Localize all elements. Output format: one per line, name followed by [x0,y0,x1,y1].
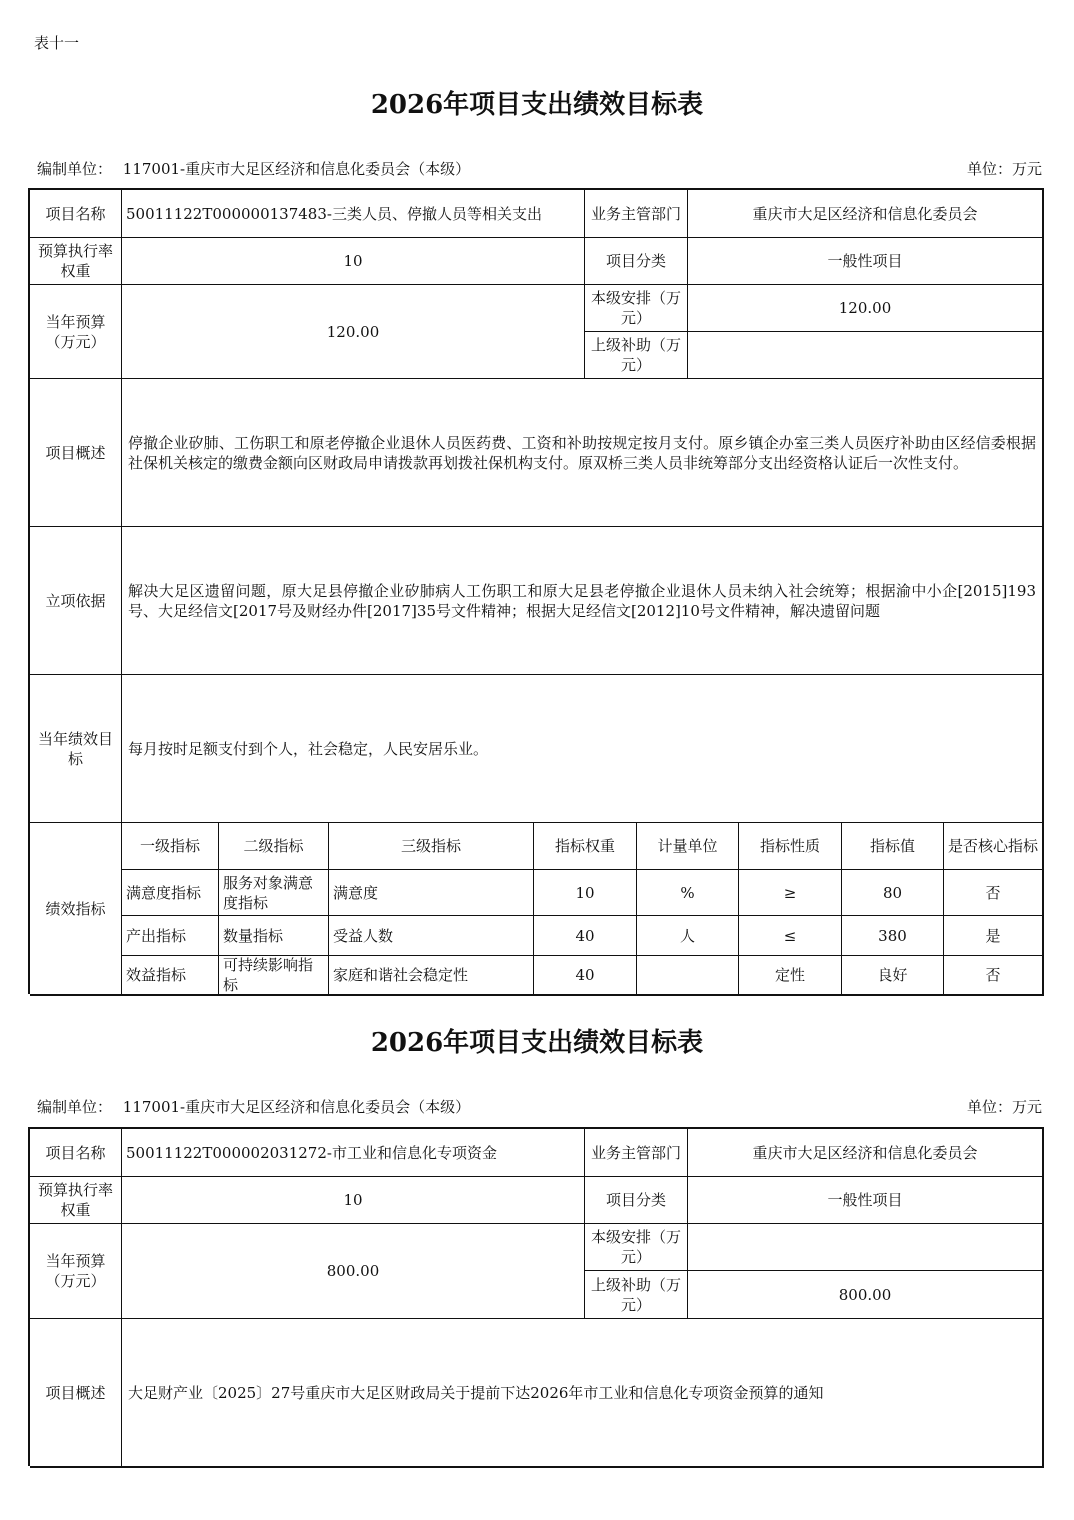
indicator-weight: 40 [534,916,637,956]
project-name-label: 项目名称 [30,190,122,238]
dept-label: 业务主管部门 [585,1129,688,1177]
budget-value: 120.00 [122,285,585,379]
indicator-header: 是否核心指标 [944,823,1044,870]
goal-text: 每月按时足额支付到个人，社会稳定，人民安居乐业。 [122,675,1044,823]
indicator-core: 否 [944,870,1044,916]
indicator-unit: 人 [637,916,739,956]
currency-unit: 单位：万元 [966,1098,1042,1116]
project-name: 50011122T000002031272-市工业和信息化专项资金 [122,1129,585,1177]
indicator-level1: 效益指标 [122,956,219,996]
indicator-header: 指标性质 [739,823,842,870]
indicator-header: 计量单位 [637,823,739,870]
compiling-unit-label: 编制单位： [37,160,113,178]
indicator-header: 指标值 [842,823,944,870]
indicator-unit: % [637,870,739,916]
overview-label: 项目概述 [30,379,122,527]
indicator-value: 良好 [842,956,944,996]
upper-budget-label: 上级补助（万元） [585,332,688,379]
upper-budget-value: 800.00 [688,1271,1044,1319]
overview-text: 停撤企业矽肺、工伤职工和原老停撤企业退休人员医药费、工资和补助按规定按月支付。原乡镇企办室三类人员医疗补助由区经信委根据社保机关核定的缴费金额向区财政局申请拨款再划拨社保机构支付。原双桥三类人员非统筹部分支出经资格认证后一次性支付。 [122,379,1044,527]
table-title: 2026年项目支出绩效目标表 [370,1028,704,1058]
indicators-label: 绩效指标 [30,823,122,996]
indicator-nature: 定性 [739,956,842,996]
indicator-header: 二级指标 [219,823,329,870]
indicator-level3: 满意度 [329,870,534,916]
indicator-level3: 家庭和谐社会稳定性 [329,956,534,996]
indicator-value: 80 [842,870,944,916]
indicator-weight: 40 [534,956,637,996]
category-value: 一般性项目 [688,238,1044,285]
indicator-value: 380 [842,916,944,956]
indicator-level2: 数量指标 [219,916,329,956]
overview-label: 项目概述 [30,1319,122,1468]
weight-value: 10 [122,1177,585,1224]
indicator-level2: 服务对象满意度指标 [219,870,329,916]
indicator-nature: ≥ [739,870,842,916]
project-name: 50011122T000000137483-三类人员、停撤人员等相关支出 [122,190,585,238]
local-budget-value [688,1224,1044,1271]
performance-table-2 [28,1127,1044,1466]
compiling-unit-name: 117001-重庆市大足区经济和信息化委员会（本级） [122,160,471,178]
indicator-core: 否 [944,956,1044,996]
indicator-weight: 10 [534,870,637,916]
weight-value: 10 [122,238,585,285]
compiling-unit [37,158,470,179]
overview-text: 大足财产业〔2025〕27号重庆市大足区财政局关于提前下达2026年市工业和信息化专项资金预算的通知 [122,1319,1044,1468]
project-name-label: 项目名称 [30,1129,122,1177]
local-budget-label: 本级安排（万元） [585,1224,688,1271]
local-budget-value: 120.00 [688,285,1044,332]
indicator-header: 指标权重 [534,823,637,870]
table-title: 2026年项目支出绩效目标表 [370,90,704,120]
compiling-unit-label: 编制单位： [37,1098,113,1116]
weight-label: 预算执行率权重 [30,238,122,285]
indicator-nature: ≤ [739,916,842,956]
indicator-level2: 可持续影响指标 [219,956,329,996]
dept-value: 重庆市大足区经济和信息化委员会 [688,190,1044,238]
category-label: 项目分类 [585,238,688,285]
local-budget-label: 本级安排（万元） [585,285,688,332]
upper-budget-label: 上级补助（万元） [585,1271,688,1319]
basis-label: 立项依据 [30,527,122,675]
indicator-unit [637,956,739,996]
indicator-level1: 满意度指标 [122,870,219,916]
currency-unit: 单位：万元 [966,160,1042,178]
upper-budget-value [688,332,1044,379]
weight-label: 预算执行率权重 [30,1177,122,1224]
goal-label: 当年绩效目标 [30,675,122,823]
compiling-unit [37,1096,470,1117]
dept-value: 重庆市大足区经济和信息化委员会 [688,1129,1044,1177]
indicator-level3: 受益人数 [329,916,534,956]
basis-text: 解决大足区遗留问题，原大足县停撤企业矽肺病人工伤职工和原大足县老停撤企业退休人员未纳入社会统筹；根据渝中小企[2015]193号、大足经信文[2017号及财经办件[2017]35号文件精神；根据大足经信文[2012]10号文件精神，解决遗留问题 [122,527,1044,675]
performance-table-1 [28,188,1044,994]
indicator-header: 三级指标 [329,823,534,870]
indicator-header: 一级指标 [122,823,219,870]
budget-label: 当年预算（万元） [30,285,122,379]
page-label: 表十一 [34,34,80,52]
category-value: 一般性项目 [688,1177,1044,1224]
dept-label: 业务主管部门 [585,190,688,238]
category-label: 项目分类 [585,1177,688,1224]
indicator-level1: 产出指标 [122,916,219,956]
indicator-core: 是 [944,916,1044,956]
compiling-unit-name: 117001-重庆市大足区经济和信息化委员会（本级） [122,1098,471,1116]
budget-label: 当年预算（万元） [30,1224,122,1319]
budget-value: 800.00 [122,1224,585,1319]
